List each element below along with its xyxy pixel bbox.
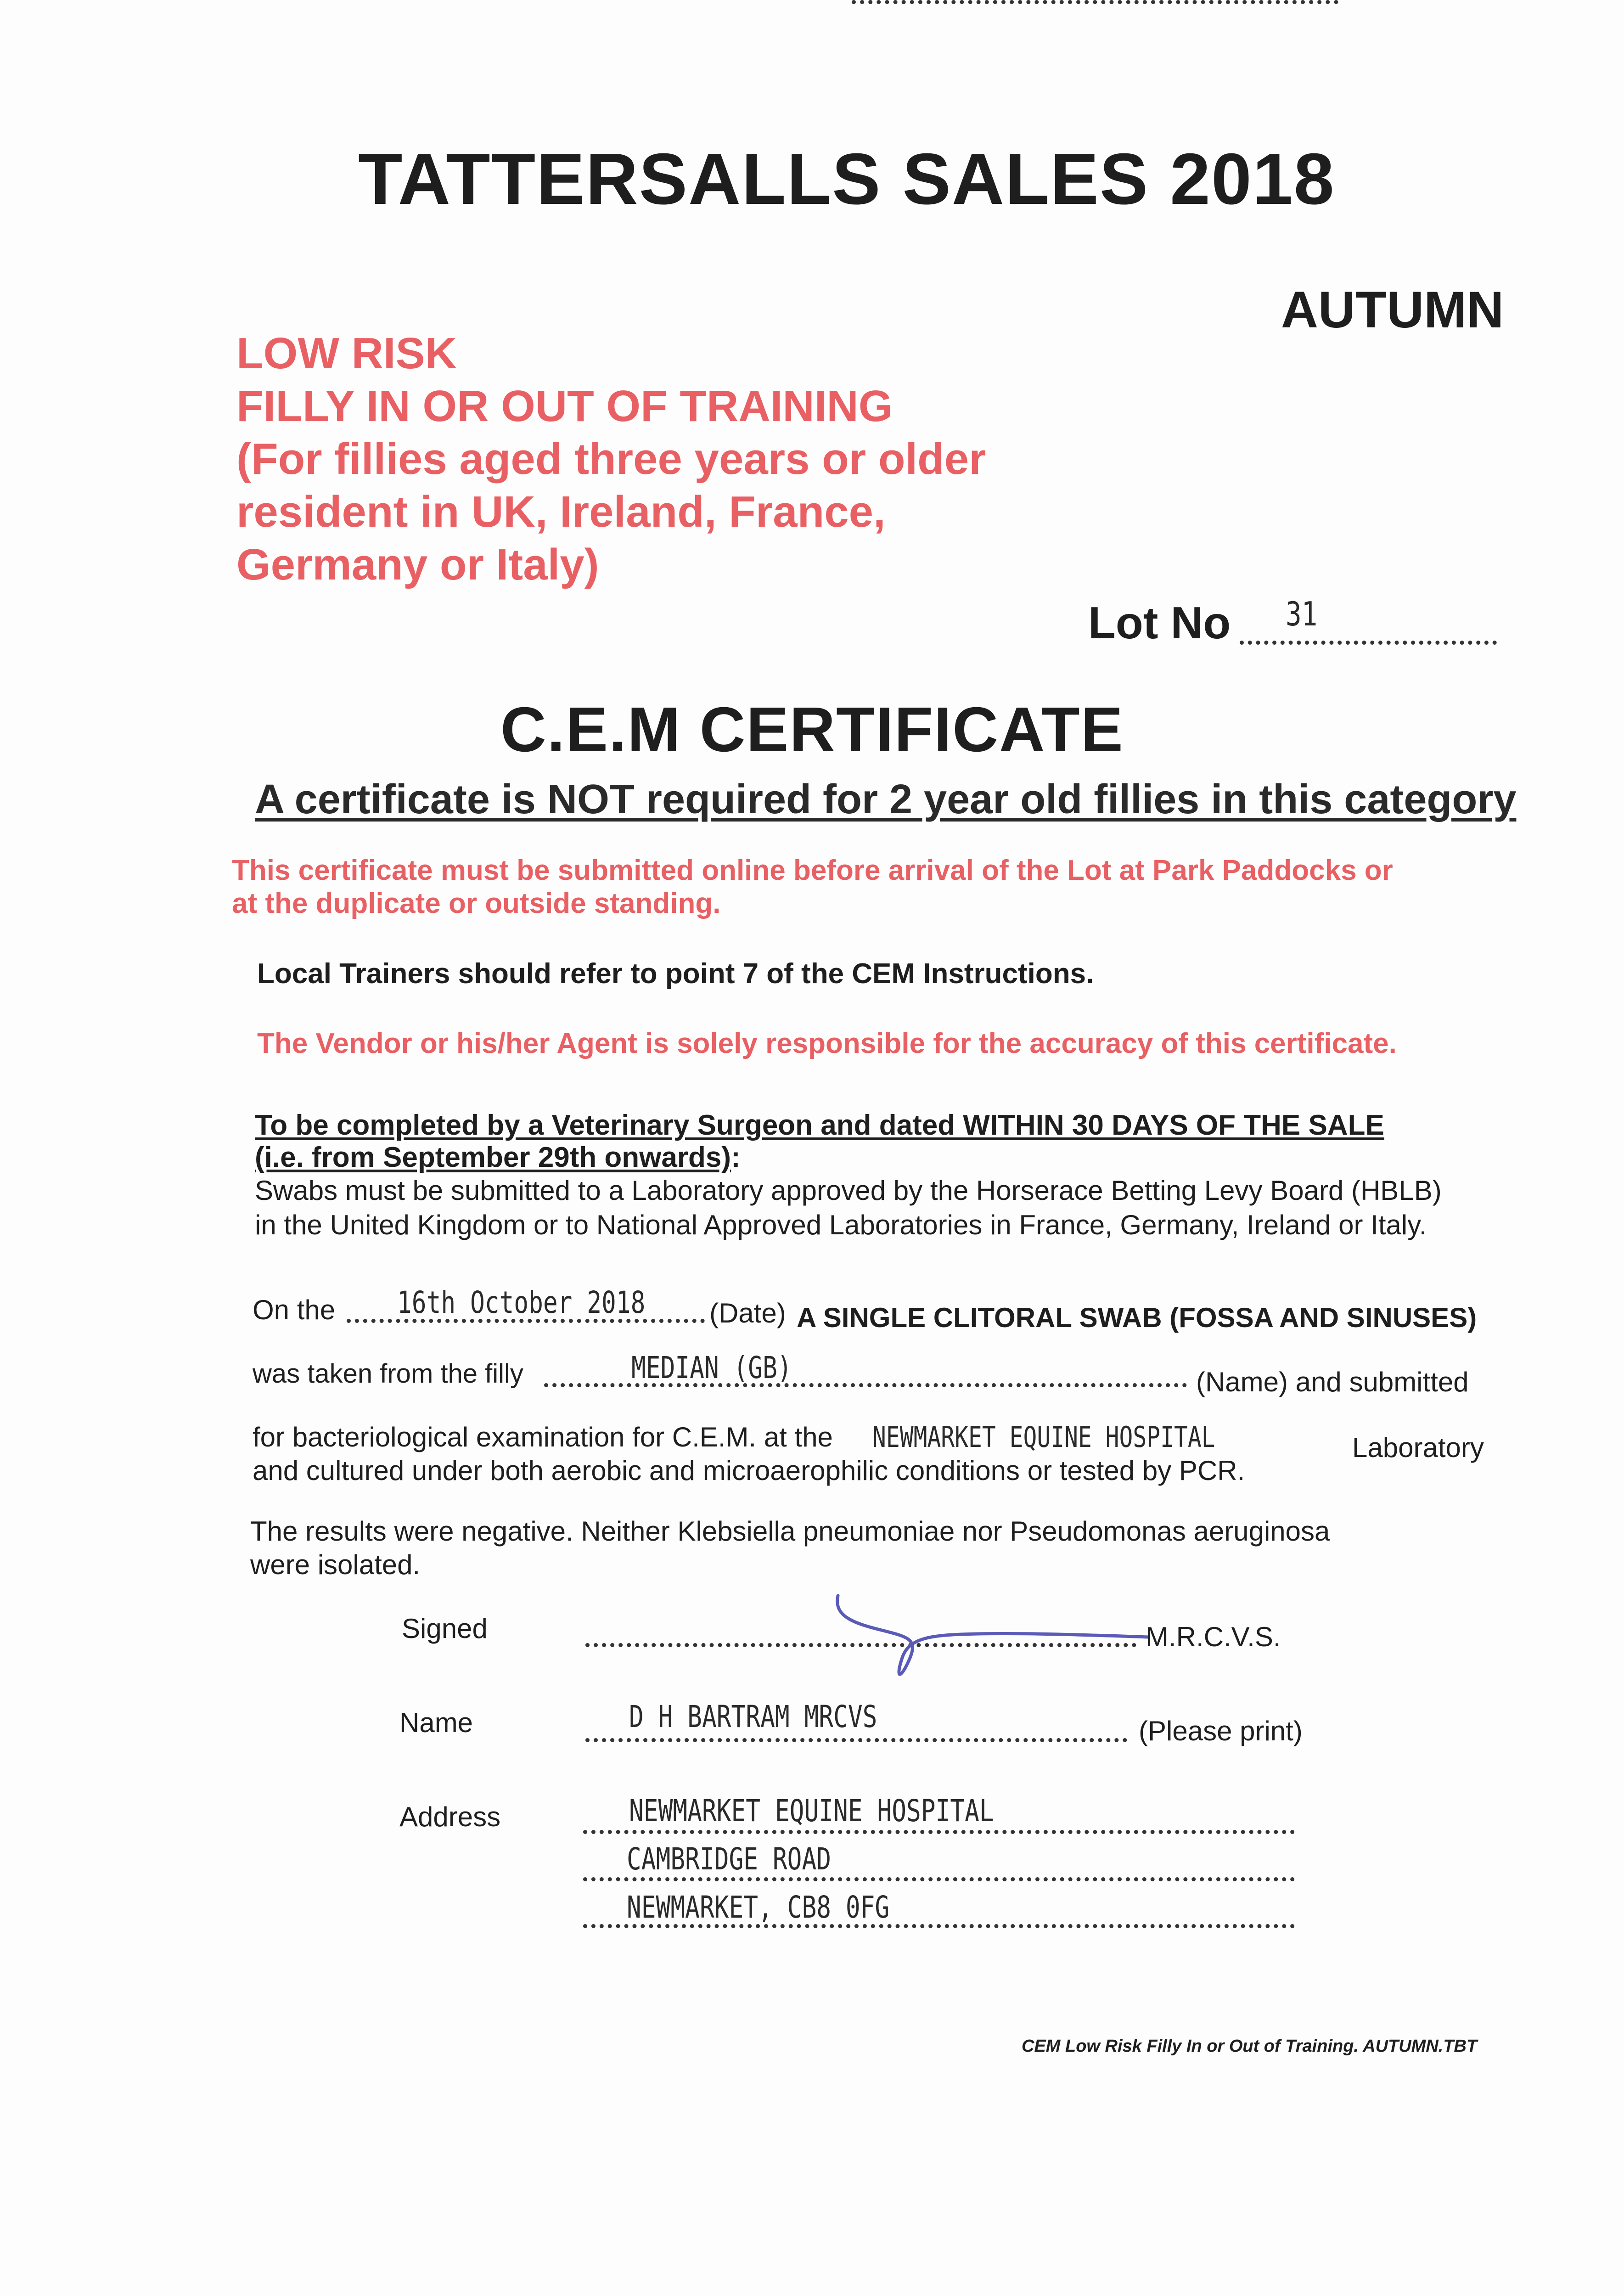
vet-name-line <box>585 1738 1127 1742</box>
filly-name-value[interactable]: MEDIAN (GB) <box>631 1350 792 1385</box>
document-title: TATTERSALLS SALES 2018 <box>358 139 1335 219</box>
please-print-label: (Please print) <box>1139 1716 1303 1746</box>
address-label: Address <box>399 1801 501 1832</box>
not-required-notice: A certificate is NOT required for 2 year old fillies in this category <box>255 777 1517 822</box>
category-line-3: (For fillies aged three years or older <box>236 434 986 484</box>
laboratory-label: Laboratory <box>1352 1432 1484 1463</box>
lot-number-value: 31 <box>1286 595 1318 633</box>
on-the-label: On the <box>253 1294 336 1325</box>
results-line-1: The results were negative. Neither Klebsiella pneumoniae nor Pseudomonas aeruginosa <box>250 1516 1330 1547</box>
address-line-3-value[interactable]: NEWMARKET, CB8 0FG <box>627 1890 890 1925</box>
category-line-4: resident in UK, Ireland, France, <box>236 487 886 536</box>
category-line-1: LOW RISK <box>236 329 457 378</box>
footer-reference: CEM Low Risk Filly In or Out of Training. AUTUMN.TBT <box>1022 2037 1478 2056</box>
vet-name-label: Name <box>399 1707 473 1738</box>
category-line-2: FILLY IN OR OUT OF TRAINING <box>236 382 893 431</box>
date-field-value[interactable]: 16th October 2018 <box>397 1285 646 1320</box>
address-line-1-value[interactable]: NEWMARKET EQUINE HOSPITAL <box>629 1793 994 1829</box>
cultured-text: and cultured under both aerobic and microaerophilic conditions or tested by PCR. <box>253 1455 1245 1486</box>
vet-name-value[interactable]: D H BARTRAM MRCVS <box>629 1699 877 1734</box>
single-swab-text: A SINGLE CLITORAL SWAB (FOSSA AND SINUSES) <box>797 1302 1477 1333</box>
date-range-colon: : <box>731 1142 741 1173</box>
category-line-5: Germany or Italy) <box>236 540 599 589</box>
completed-by-instruction: To be completed by a Veterinary Surgeon and dated WITHIN 30 DAYS OF THE SALE <box>255 1109 1384 1141</box>
submit-notice-line-1: This certificate must be submitted online before arrival of the Lot at Park Paddocks or <box>232 855 1393 886</box>
vendor-notice: The Vendor or his/her Agent is solely responsible for the accuracy of this certificate. <box>257 1028 1397 1059</box>
address-line-2 <box>583 1877 1295 1881</box>
date-range-instruction <box>255 1141 741 1174</box>
certificate-title: C.E.M CERTIFICATE <box>500 694 1124 765</box>
lot-label: Lot No <box>1088 597 1231 648</box>
laboratory-line <box>852 0 1338 4</box>
address-line-1 <box>583 1830 1295 1834</box>
mrcvs-label: M.R.C.V.S. <box>1146 1621 1281 1652</box>
submit-notice-line-2: at the duplicate or outside standing. <box>232 888 721 919</box>
results-line-2: were isolated. <box>250 1549 421 1580</box>
taken-from-label: was taken from the filly <box>253 1359 523 1389</box>
season-label: AUTUMN <box>1281 281 1504 338</box>
laboratory-value[interactable]: NEWMARKET EQUINE HOSPITAL <box>872 1420 1215 1454</box>
date-label: (Date) <box>709 1298 786 1328</box>
swabs-instruction-line-2: in the United Kingdom or to National Approved Laboratories in France, Germany, Ireland or Italy. <box>255 1210 1427 1240</box>
signature-scribble <box>826 1580 1157 1681</box>
swabs-instruction-line-1: Swabs must be submitted to a Laboratory approved by the Horserace Betting Levy Board (HBLB) <box>255 1175 1442 1206</box>
local-trainers-notice: Local Trainers should refer to point 7 of the CEM Instructions. <box>257 958 1094 990</box>
date-range-text: (i.e. from September 29th onwards) <box>255 1142 731 1173</box>
address-line-2-value[interactable]: CAMBRIDGE ROAD <box>627 1841 832 1877</box>
signed-label: Signed <box>402 1613 488 1644</box>
examination-label: for bacteriological examination for C.E.M. at the <box>253 1422 833 1452</box>
lot-number-line <box>1240 641 1497 645</box>
name-submitted-label: (Name) and submitted <box>1196 1367 1469 1397</box>
